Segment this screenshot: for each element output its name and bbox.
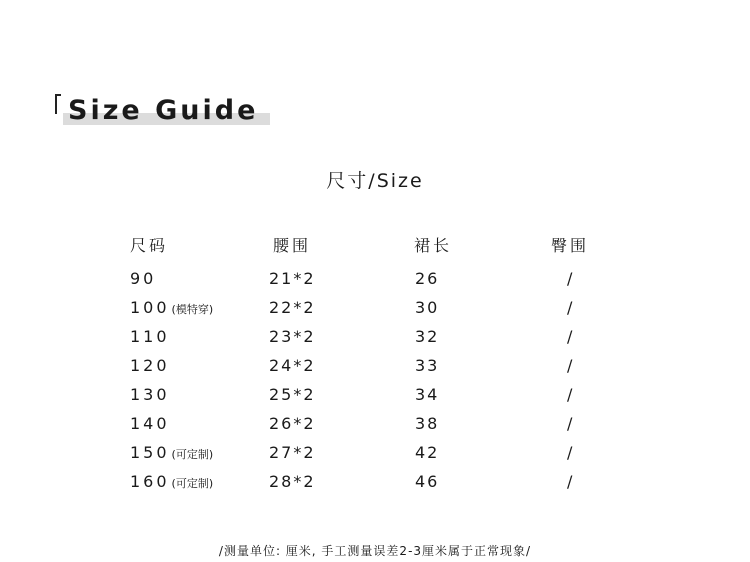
table-row-size xyxy=(130,471,213,495)
header-length: 裙长 xyxy=(414,236,453,255)
size-value: 160 xyxy=(130,472,170,491)
table-row-length: 30 xyxy=(415,298,440,317)
table-row-length: 42 xyxy=(415,443,440,462)
table-row-waist: 28*2 xyxy=(269,472,316,491)
title-corner-bracket xyxy=(55,94,61,114)
size-note: (可定制) xyxy=(171,477,214,490)
size-value: 110 xyxy=(130,327,170,346)
size-value: 100 xyxy=(130,298,170,317)
header-waist: 腰围 xyxy=(273,236,312,255)
table-row-length: 34 xyxy=(415,385,440,404)
size-value: 150 xyxy=(130,443,170,462)
table-row-hip: / xyxy=(567,269,575,288)
table-row-hip: / xyxy=(567,472,575,491)
measurement-note: /测量单位: 厘米, 手工测量误差2-3厘米属于正常现象/ xyxy=(218,544,532,558)
table-row-waist: 23*2 xyxy=(269,327,316,346)
table-row-size xyxy=(130,355,170,377)
table-row-hip: / xyxy=(567,356,575,375)
size-value: 120 xyxy=(130,356,170,375)
table-row-length: 33 xyxy=(415,356,440,375)
table-row-size xyxy=(130,384,170,406)
table-row-hip: / xyxy=(567,443,575,462)
table-row-waist: 22*2 xyxy=(269,298,316,317)
table-row-waist: 27*2 xyxy=(269,443,316,462)
table-row-length: 38 xyxy=(415,414,440,433)
table-row-length: 26 xyxy=(415,269,440,288)
header-hip: 臀围 xyxy=(551,236,590,255)
table-row-hip: / xyxy=(567,385,575,404)
table-subtitle: 尺寸/Size xyxy=(326,170,424,192)
table-row-hip: / xyxy=(567,327,575,346)
table-row-waist: 25*2 xyxy=(269,385,316,404)
table-row-length: 32 xyxy=(415,327,440,346)
page-title: Size Guide xyxy=(68,95,259,126)
table-row-waist: 26*2 xyxy=(269,414,316,433)
size-value: 140 xyxy=(130,414,170,433)
table-row-waist: 24*2 xyxy=(269,356,316,375)
table-row-hip: / xyxy=(567,414,575,433)
table-row-size xyxy=(130,413,170,435)
table-row-size xyxy=(130,268,156,290)
size-value: 90 xyxy=(130,269,157,288)
table-row-size xyxy=(130,326,170,348)
size-note: (模特穿) xyxy=(171,303,214,316)
table-row-hip: / xyxy=(567,298,575,317)
table-row-size xyxy=(130,297,213,321)
table-row-length: 46 xyxy=(415,472,440,491)
table-row-waist: 21*2 xyxy=(269,269,316,288)
size-value: 130 xyxy=(130,385,170,404)
size-note: (可定制) xyxy=(171,448,214,461)
header-size: 尺码 xyxy=(130,236,169,255)
table-row-size xyxy=(130,442,213,466)
